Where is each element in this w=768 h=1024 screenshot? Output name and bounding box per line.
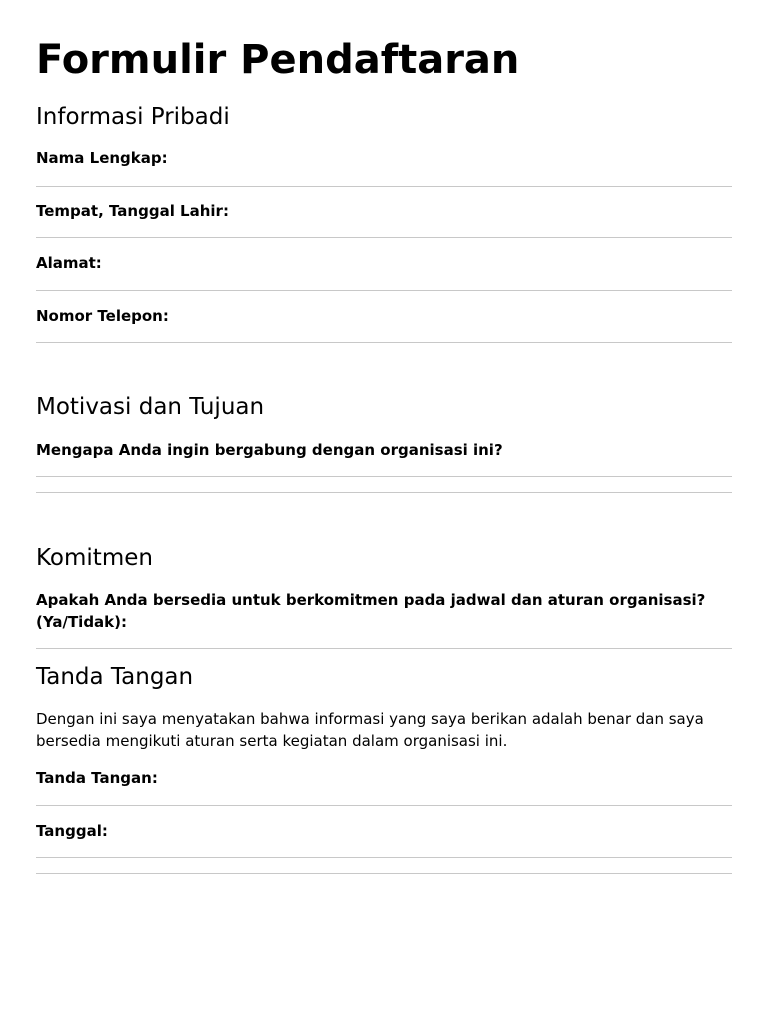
- address-field[interactable]: [36, 290, 732, 291]
- commitment-question: Apakah Anda bersedia untuk berkomitmen pada jadwal dan aturan organisasi? (Ya/Tidak):: [36, 591, 706, 631]
- section-heading-motivation: Motivasi dan Tujuan: [36, 394, 265, 420]
- section-heading-signature: Tanda Tangan: [36, 664, 194, 690]
- page-title: Formulir Pendaftaran: [36, 37, 520, 83]
- phone-number-label: Nomor Telepon:: [36, 307, 169, 325]
- motivation-answer-line-2[interactable]: [36, 492, 732, 493]
- commitment-answer-field[interactable]: [36, 648, 732, 649]
- motivation-question: Mengapa Anda ingin bergabung dengan organisasi ini?: [36, 441, 503, 459]
- birth-place-date-field[interactable]: [36, 237, 732, 238]
- closing-divider: [36, 873, 732, 874]
- signature-label: Tanda Tangan:: [36, 769, 158, 787]
- phone-number-field[interactable]: [36, 342, 732, 343]
- declaration-statement: Dengan ini saya menyatakan bahwa informasi yang saya berikan adalah benar dan saya bersedia mengikuti aturan serta kegiatan dalam organisasi ini.: [36, 710, 704, 750]
- full-name-label: Nama Lengkap:: [36, 149, 168, 167]
- motivation-answer-line-1[interactable]: [36, 476, 732, 477]
- date-label: Tanggal:: [36, 822, 108, 840]
- address-label: Alamat:: [36, 254, 102, 272]
- signature-field[interactable]: [36, 805, 732, 806]
- section-heading-commitment: Komitmen: [36, 545, 153, 571]
- section-heading-personal: Informasi Pribadi: [36, 104, 230, 130]
- full-name-field[interactable]: [36, 186, 732, 187]
- birth-place-date-label: Tempat, Tanggal Lahir:: [36, 202, 229, 220]
- date-field[interactable]: [36, 857, 732, 858]
